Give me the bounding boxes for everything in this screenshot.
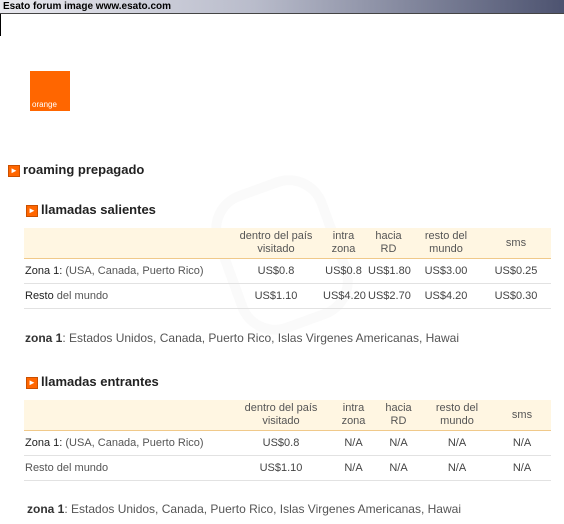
zone-cell	[24, 431, 231, 456]
col-header: hacia RD	[376, 400, 421, 431]
zone-detail: (USA, Canada, Puerto Rico)	[62, 265, 204, 277]
zone-detail: (USA, Canada, Puerto Rico)	[62, 437, 204, 449]
zone-cell	[24, 259, 231, 284]
price-cell: US$2.70	[366, 284, 411, 309]
col-header: sms	[493, 400, 551, 431]
table-salientes	[24, 228, 551, 309]
zone-name: Resto del mundo	[25, 462, 109, 474]
price-cell: N/A	[376, 431, 421, 456]
heading-salientes	[26, 202, 156, 217]
heading-entrantes-text: llamadas entrantes	[41, 374, 159, 389]
col-header: hacia RD	[366, 228, 411, 259]
col-header: sms	[481, 228, 551, 259]
price-cell: N/A	[331, 431, 376, 456]
table-entrantes	[24, 400, 551, 481]
zone-detail: del mundo	[53, 290, 109, 302]
zone-note-salientes	[25, 331, 459, 345]
price-cell: US$4.20	[411, 284, 481, 309]
col-header: intra zona	[331, 400, 376, 431]
zone-name: Zona 1:	[25, 265, 63, 277]
zone-cell	[24, 456, 231, 481]
note-label: zona 1	[27, 502, 65, 516]
arrow-bullet-icon: ►	[26, 377, 38, 389]
price-cell: US$0.8	[321, 259, 366, 284]
price-cell: N/A	[331, 456, 376, 481]
price-cell: N/A	[493, 431, 551, 456]
arrow-bullet-icon: ►	[8, 165, 20, 177]
forum-banner	[0, 0, 564, 14]
price-cell: US$1.10	[231, 456, 331, 481]
price-cell: US$0.8	[231, 431, 331, 456]
table-header-row	[24, 400, 551, 431]
zone-cell	[24, 284, 231, 309]
heading-roaming-text: roaming prepagado	[23, 162, 145, 177]
price-cell: US$3.00	[411, 259, 481, 284]
col-header: intra zona	[321, 228, 366, 259]
col-header	[24, 228, 231, 259]
col-header: dentro del país visitado	[231, 228, 321, 259]
table-row	[24, 456, 551, 481]
col-header	[24, 400, 231, 431]
zone-name: Resto	[25, 290, 54, 302]
zone-note-entrantes	[27, 502, 461, 516]
heading-salientes-text: llamadas salientes	[41, 202, 156, 217]
heading-entrantes	[26, 374, 159, 389]
col-header: dentro del país visitado	[231, 400, 331, 431]
note-label: zona 1	[25, 331, 63, 345]
price-cell: N/A	[376, 456, 421, 481]
note-text: : Estados Unidos, Canada, Puerto Rico, Islas Virgenes Americanas, Hawai	[62, 331, 459, 345]
col-header: resto del mundo	[411, 228, 481, 259]
price-cell: US$0.25	[481, 259, 551, 284]
orange-logo	[30, 71, 70, 111]
price-cell: N/A	[493, 456, 551, 481]
zone-name: Zona 1:	[25, 437, 63, 449]
table-row	[24, 284, 551, 309]
logo-text: orange	[32, 100, 57, 109]
arrow-bullet-icon: ►	[26, 205, 38, 217]
price-cell: US$4.20	[321, 284, 366, 309]
price-cell: N/A	[421, 431, 493, 456]
banner-text: Esato forum image www.esato.com	[3, 1, 172, 12]
table-header-row	[24, 228, 551, 259]
heading-roaming	[8, 162, 144, 177]
price-cell: US$0.8	[231, 259, 321, 284]
note-text: : Estados Unidos, Canada, Puerto Rico, Islas Virgenes Americanas, Hawai	[64, 502, 461, 516]
price-cell: US$1.10	[231, 284, 321, 309]
table-row	[24, 431, 551, 456]
edge-line	[0, 14, 1, 36]
price-cell: N/A	[421, 456, 493, 481]
col-header: resto del mundo	[421, 400, 493, 431]
price-cell: US$1.80	[366, 259, 411, 284]
price-cell: US$0.30	[481, 284, 551, 309]
table-row	[24, 259, 551, 284]
